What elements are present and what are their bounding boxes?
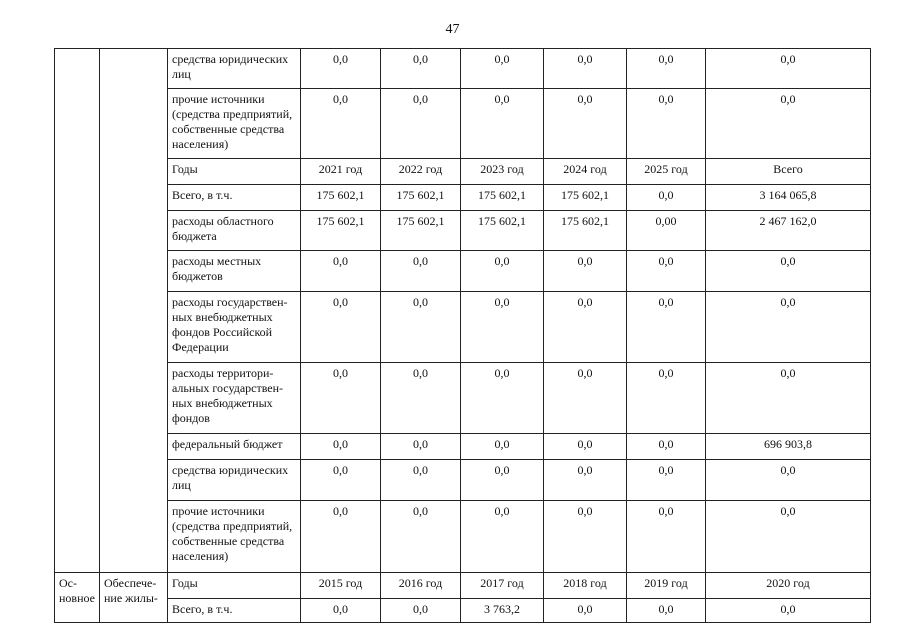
cell-value: 0,0: [627, 49, 706, 89]
cell-value: 0,0: [301, 501, 381, 573]
cell-value: 2018 год: [544, 573, 627, 599]
cell-value: 0,0: [381, 434, 461, 460]
row-label: федеральный бюджет: [168, 434, 301, 460]
cell-value: 0,0: [301, 363, 381, 434]
cell-value: 0,0: [381, 599, 461, 623]
cell-value: 0,0: [301, 292, 381, 363]
cell-value: 0,0: [381, 501, 461, 573]
cell-value: 175 602,1: [461, 185, 544, 211]
cell-value: 0,0: [544, 363, 627, 434]
cell-value: 2017 год: [461, 573, 544, 599]
cell-value: 0,0: [461, 501, 544, 573]
cell-value: 0,0: [381, 460, 461, 501]
cell-value: 0,0: [627, 363, 706, 434]
cell-value: 0,0: [544, 460, 627, 501]
cell-value: 3 164 065,8: [706, 185, 871, 211]
cell-value: 0,0: [461, 49, 544, 89]
cell-value: 2020 год: [706, 573, 871, 599]
funding-table: [54, 48, 871, 623]
table-row: [55, 49, 871, 89]
cell-value: 696 903,8: [706, 434, 871, 460]
cell-value: 175 602,1: [301, 211, 381, 251]
row-label: средства юридических лиц: [168, 49, 301, 89]
table-row: [55, 501, 871, 573]
table-row: [55, 251, 871, 292]
cell-value: 2016 год: [381, 573, 461, 599]
cell-value: 3 763,2: [461, 599, 544, 623]
cell-value: Всего: [706, 159, 871, 185]
table-row: [55, 460, 871, 501]
cell-value: 175 602,1: [544, 185, 627, 211]
cell-value: 0,0: [381, 89, 461, 159]
cell-value: 0,0: [706, 460, 871, 501]
cell-value: 0,0: [544, 501, 627, 573]
row-label: расходы местных бюджетов: [168, 251, 301, 292]
cell-value: 0,0: [544, 89, 627, 159]
table-row: [55, 211, 871, 251]
cell-value: 0,0: [627, 460, 706, 501]
cell-value: 0,0: [627, 501, 706, 573]
cell-value: 0,0: [301, 460, 381, 501]
cell-value: 0,0: [381, 292, 461, 363]
row-label: прочие источники (средства предприятий, собственные средства населения): [168, 501, 301, 573]
cell-value: 0,0: [381, 363, 461, 434]
cell-value: 0,0: [301, 49, 381, 89]
cell-value: 0,0: [544, 251, 627, 292]
cell-value: 2021 год: [301, 159, 381, 185]
table-row: [55, 573, 871, 599]
cell-value: 0,0: [627, 434, 706, 460]
cell-value: 175 602,1: [301, 185, 381, 211]
row-label: Годы: [168, 159, 301, 185]
cell-value: 175 602,1: [544, 211, 627, 251]
cell-value: 0,0: [544, 292, 627, 363]
cell-value: 0,0: [301, 251, 381, 292]
cell-value: 2024 год: [544, 159, 627, 185]
row-label: расходы областного бюджета: [168, 211, 301, 251]
cell-value: 0,0: [461, 434, 544, 460]
table-row: [55, 363, 871, 434]
cell-value: 0,0: [706, 49, 871, 89]
cell-value: 0,0: [301, 434, 381, 460]
cell-value: 0,0: [461, 251, 544, 292]
cell-value: 175 602,1: [381, 211, 461, 251]
cell-value: 0,0: [461, 89, 544, 159]
cell-value: 0,0: [706, 599, 871, 623]
table-row: [55, 89, 871, 159]
cell-value: 0,0: [706, 89, 871, 159]
stub-label-1: Ос-новное: [55, 573, 100, 623]
cell-value: 0,0: [381, 49, 461, 89]
cell-value: 0,0: [706, 251, 871, 292]
cell-value: 0,0: [706, 363, 871, 434]
cell-value: 2025 год: [627, 159, 706, 185]
cell-value: 175 602,1: [461, 211, 544, 251]
cell-value: 0,0: [627, 599, 706, 623]
table-row: [55, 599, 871, 623]
row-label: Всего, в т.ч.: [168, 185, 301, 211]
row-label: расходы территори-альных государствен-ных внебюджетных фондов: [168, 363, 301, 434]
cell-value: 0,0: [706, 501, 871, 573]
cell-value: 0,0: [627, 251, 706, 292]
row-label: Всего, в т.ч.: [168, 599, 301, 623]
cell-value: 0,0: [301, 89, 381, 159]
table-row: [55, 292, 871, 363]
cell-value: 0,0: [544, 434, 627, 460]
stub-cell-1: [55, 49, 100, 573]
stub-cell-2: [100, 49, 168, 573]
cell-value: 2023 год: [461, 159, 544, 185]
row-label: прочие источники (средства предприятий, собственные средства населения): [168, 89, 301, 159]
cell-value: 0,0: [381, 251, 461, 292]
cell-value: 0,00: [627, 211, 706, 251]
cell-value: 0,0: [544, 49, 627, 89]
table-row: [55, 434, 871, 460]
stub-label-2: Обеспече-ние жилы-: [100, 573, 168, 623]
cell-value: 2022 год: [381, 159, 461, 185]
cell-value: 0,0: [461, 460, 544, 501]
cell-value: 0,0: [706, 292, 871, 363]
row-label: Годы: [168, 573, 301, 599]
table-row: [55, 185, 871, 211]
table-row: [55, 159, 871, 185]
page-number: 47: [445, 22, 460, 37]
row-label: средства юридических лиц: [168, 460, 301, 501]
row-label: расходы государствен-ных внебюджетных фондов Российской Федерации: [168, 292, 301, 363]
cell-value: 175 602,1: [381, 185, 461, 211]
cell-value: 0,0: [461, 292, 544, 363]
cell-value: 2019 год: [627, 573, 706, 599]
cell-value: 0,0: [627, 292, 706, 363]
cell-value: 2015 год: [301, 573, 381, 599]
cell-value: 2 467 162,0: [706, 211, 871, 251]
cell-value: 0,0: [544, 599, 627, 623]
cell-value: 0,0: [627, 185, 706, 211]
cell-value: 0,0: [301, 599, 381, 623]
cell-value: 0,0: [461, 363, 544, 434]
cell-value: 0,0: [627, 89, 706, 159]
